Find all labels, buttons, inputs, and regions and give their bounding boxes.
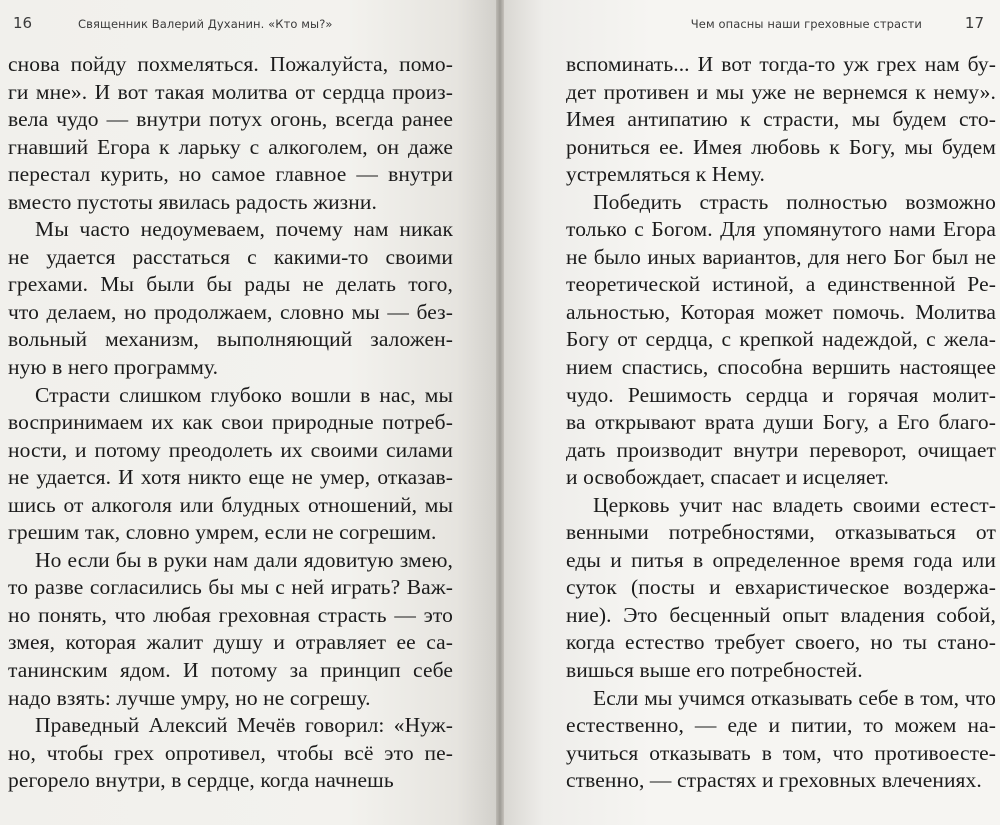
text-line: и освобождает, спасает и исцеляет. — [566, 465, 889, 490]
text-line: ние). Это бесценный опыт владения собой, — [566, 602, 996, 627]
text-line: альностью, Которая может помочь. Молитва — [566, 299, 996, 324]
text-line: венными потребностями, отказываться от — [566, 520, 996, 545]
text-line: ственно, — страстях и греховных влечениях. — [566, 768, 982, 793]
text-line: перестал курить, но самое главное — внутри — [8, 162, 453, 187]
text-line: не удается. И хотя никто еще не умер, отказав- — [8, 465, 453, 490]
text-line: учиться отказывать в том, что противоесте- — [566, 740, 996, 765]
page-number: 17 — [964, 14, 984, 32]
text-line: когда естество требует своего, но ты стано- — [566, 630, 996, 655]
text-line: естественно, — еде и питии, то можем на- — [566, 713, 996, 738]
text-line: но, чтобы грех опротивел, чтобы всё это пе- — [8, 740, 453, 765]
text-line: ную в него программу. — [8, 355, 219, 380]
right-page — [504, 0, 1000, 825]
left-page — [0, 0, 496, 825]
text-line: Но если бы в руки нам дали ядовитую змею, — [35, 547, 453, 572]
text-line: то разве согласились бы мы с ней играть? Важ- — [8, 575, 453, 600]
text-line: змея, которая жалит душу и отравляет ее са- — [8, 630, 453, 655]
text-line: чудо. Решимость сердца и горячая молит- — [566, 382, 996, 407]
text-line: шись от алкоголя или блудных отношений, мы — [8, 492, 453, 517]
page-number: 16 — [13, 14, 33, 32]
text-line: дать производит внутри переворот, очищает — [566, 437, 996, 462]
text-line: теоретической истиной, а единственной Ре- — [566, 272, 996, 297]
page-body-text — [8, 51, 453, 795]
text-line: вишься выше его потребностей. — [566, 658, 863, 683]
text-line: нием спастись, способна вершить настоящее — [566, 355, 996, 380]
text-line: грехами. Мы были бы рады не делать того, — [8, 272, 453, 297]
text-line: Победить страсть полностью возможно — [593, 189, 996, 214]
page-body-text — [566, 51, 996, 795]
text-line: дет противен и мы уже не вернемся к нему». — [566, 79, 996, 104]
text-line: Церковь учит нас владеть своими естест- — [593, 492, 996, 517]
text-line: Страсти слишком глубоко вошли в нас, мы — [35, 382, 453, 407]
text-line: не удается расстаться с какими-то своими — [8, 244, 453, 269]
text-line: Если мы учимся отказывать себе в том, что — [593, 685, 996, 710]
text-line: гнавший Егора к ларьку с алкоголем, он даже — [8, 134, 453, 159]
text-line: регорело внутри, в сердце, когда начнешь — [8, 768, 394, 793]
text-line: вместо пустоты явилась радость жизни. — [8, 189, 377, 214]
text-line: ва открывают врата души Богу, а Его благо- — [566, 410, 996, 435]
text-line: вела чудо — внутри потух огонь, всегда ранее — [8, 107, 453, 132]
book-gutter — [496, 0, 504, 825]
text-line: танинским ядом. И потому за принцип себе — [8, 658, 453, 683]
text-line: только с Богом. Для упомянутого нами Егора — [566, 217, 996, 242]
running-title: Чем опасны наши греховные страсти — [690, 17, 922, 31]
text-line: надо взять: лучше умру, но не согрешу. — [8, 685, 371, 710]
text-line: суток (посты и евхаристическое воздержа- — [566, 575, 996, 600]
text-line: Мы часто недоумеваем, почему нам никак — [35, 217, 453, 242]
text-line: Праведный Алексий Мечёв говорил: «Нуж- — [35, 713, 453, 738]
running-title: Священник Валерий Духанин. «Кто мы?» — [78, 17, 333, 31]
text-line: ности, и потому преодолеть их своими силами — [8, 437, 453, 462]
left-page-header — [0, 14, 496, 40]
text-line: рониться ее. Имея любовь к Богу, мы будем — [566, 134, 996, 159]
text-line: еды и питья в определенное время года или — [566, 547, 996, 572]
text-line: воспринимаем их как свои природные потреб- — [8, 410, 453, 435]
text-line: ги мне». И вот такая молитва от сердца произ- — [8, 79, 453, 104]
right-page-header — [504, 14, 1000, 40]
text-line: не было иных вариантов, для него Бог был не — [566, 244, 996, 269]
text-line: вспоминать... И вот тогда-то уж грех нам бу- — [566, 52, 996, 76]
text-line: грешим так, словно умрем, если не согрешим. — [8, 520, 437, 545]
text-line: устремляться к Нему. — [566, 162, 765, 187]
text-line: что делаем, но продолжаем, словно мы — без- — [8, 299, 453, 324]
text-line: Богу от сердца, с крепкой надеждой, с жела- — [566, 327, 996, 352]
text-line: но понять, что любая греховная страсть — это — [8, 602, 453, 627]
text-line: Имея антипатию к страсти, мы будем сто- — [566, 107, 996, 132]
text-line: вольный механизм, выполняющий заложен- — [8, 327, 453, 352]
text-line: снова пойду похмеляться. Пожалуйста, помо- — [8, 52, 453, 76]
